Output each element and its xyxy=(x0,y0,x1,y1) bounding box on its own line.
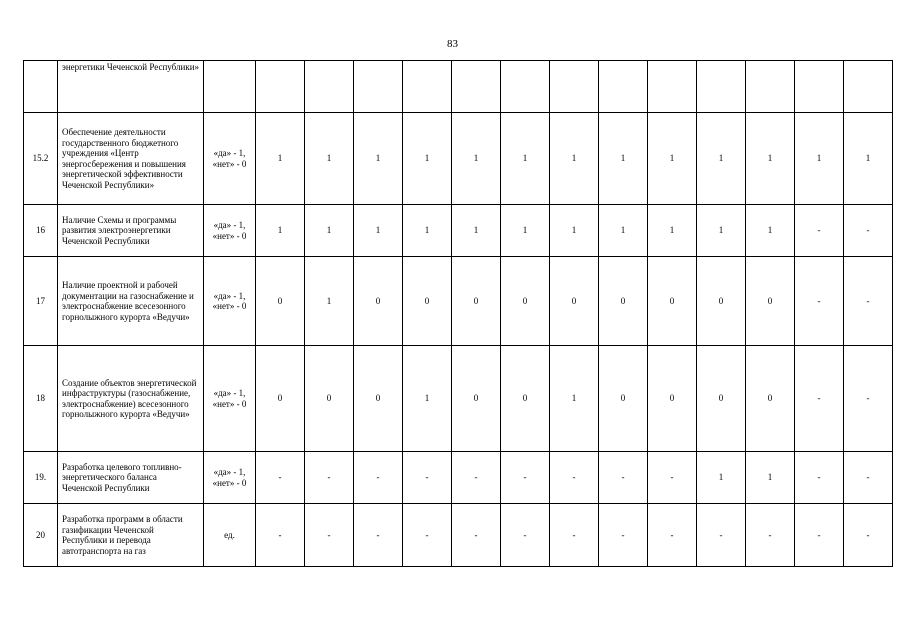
value-cell: 1 xyxy=(648,113,697,205)
value-cell: 1 xyxy=(501,113,550,205)
value-cell: 1 xyxy=(403,346,452,452)
value-cell: 0 xyxy=(501,346,550,452)
value-cell xyxy=(354,61,403,113)
value-cell xyxy=(452,61,501,113)
value-cell xyxy=(844,61,893,113)
value-cell: 1 xyxy=(746,113,795,205)
value-cell xyxy=(403,61,452,113)
table-row xyxy=(24,257,893,346)
value-cell: - xyxy=(844,346,893,452)
value-cell: 1 xyxy=(746,205,795,257)
value-cell: - xyxy=(305,452,354,504)
indicator-name: Создание объектов энергетической инфраструктуры (газоснабжение, электроснабжение) всесезонного горнолыжного курорта «Ведучи» xyxy=(58,346,204,452)
unit-cell xyxy=(204,61,256,113)
table-row xyxy=(24,504,893,567)
value-cell: 1 xyxy=(599,113,648,205)
value-cell: 0 xyxy=(305,346,354,452)
value-cell: 1 xyxy=(795,113,844,205)
indicator-name: Разработка целевого топливно-энергетического баланса Чеченской Республики xyxy=(58,452,204,504)
value-cell xyxy=(795,61,844,113)
value-cell: 0 xyxy=(550,257,599,346)
value-cell: 0 xyxy=(256,257,305,346)
value-cell: - xyxy=(697,504,746,567)
value-cell xyxy=(648,61,697,113)
unit-cell: «да» - 1, «нет» - 0 xyxy=(204,113,256,205)
value-cell: 0 xyxy=(648,346,697,452)
value-cell: - xyxy=(501,504,550,567)
value-cell xyxy=(599,61,648,113)
value-cell: 1 xyxy=(452,113,501,205)
value-cell xyxy=(256,61,305,113)
row-number: 16 xyxy=(24,205,58,257)
indicator-name: Обеспечение деятельности государственного бюджетного учреждения «Центр энергосбережения и повышения энергетической эффективности Чеченской Республики» xyxy=(58,113,204,205)
value-cell: - xyxy=(550,452,599,504)
value-cell: 1 xyxy=(550,205,599,257)
value-cell: 0 xyxy=(403,257,452,346)
row-number: 19. xyxy=(24,452,58,504)
value-cell: - xyxy=(501,452,550,504)
value-cell: 0 xyxy=(599,346,648,452)
row-number: 20 xyxy=(24,504,58,567)
value-cell xyxy=(501,61,550,113)
row-number: 18 xyxy=(24,346,58,452)
value-cell: 1 xyxy=(354,205,403,257)
value-cell: - xyxy=(354,452,403,504)
value-cell: - xyxy=(844,205,893,257)
table-row xyxy=(24,205,893,257)
value-cell xyxy=(746,61,795,113)
value-cell: 1 xyxy=(648,205,697,257)
value-cell: 0 xyxy=(746,346,795,452)
row-number: 15.2 xyxy=(24,113,58,205)
value-cell: - xyxy=(795,504,844,567)
value-cell: - xyxy=(452,504,501,567)
value-cell: 1 xyxy=(501,205,550,257)
row-number xyxy=(24,61,58,113)
value-cell: 1 xyxy=(550,346,599,452)
value-cell: 1 xyxy=(403,205,452,257)
value-cell xyxy=(305,61,354,113)
value-cell xyxy=(550,61,599,113)
value-cell: - xyxy=(746,504,795,567)
value-cell: 1 xyxy=(746,452,795,504)
value-cell: 1 xyxy=(599,205,648,257)
value-cell: - xyxy=(648,452,697,504)
value-cell: 1 xyxy=(697,205,746,257)
value-cell: - xyxy=(305,504,354,567)
value-cell: 0 xyxy=(354,346,403,452)
unit-cell: «да» - 1, «нет» - 0 xyxy=(204,346,256,452)
value-cell: 0 xyxy=(501,257,550,346)
value-cell: 1 xyxy=(305,257,354,346)
table-row xyxy=(24,452,893,504)
value-cell: 0 xyxy=(452,346,501,452)
value-cell: 1 xyxy=(697,452,746,504)
value-cell: - xyxy=(452,452,501,504)
value-cell: - xyxy=(648,504,697,567)
row-number: 17 xyxy=(24,257,58,346)
value-cell: - xyxy=(599,504,648,567)
value-cell xyxy=(697,61,746,113)
value-cell: - xyxy=(844,257,893,346)
value-cell: - xyxy=(844,452,893,504)
value-cell: 1 xyxy=(844,113,893,205)
value-cell: 1 xyxy=(256,205,305,257)
value-cell: 0 xyxy=(746,257,795,346)
value-cell: 0 xyxy=(697,257,746,346)
value-cell: 1 xyxy=(305,113,354,205)
value-cell: - xyxy=(256,504,305,567)
value-cell: 1 xyxy=(403,113,452,205)
value-cell: 1 xyxy=(354,113,403,205)
value-cell: - xyxy=(354,504,403,567)
value-cell: - xyxy=(599,452,648,504)
unit-cell: «да» - 1, «нет» - 0 xyxy=(204,257,256,346)
value-cell: 1 xyxy=(697,113,746,205)
unit-cell: ед. xyxy=(204,504,256,567)
value-cell: - xyxy=(550,504,599,567)
table-row xyxy=(24,61,893,113)
value-cell: 0 xyxy=(256,346,305,452)
unit-cell: «да» - 1, «нет» - 0 xyxy=(204,205,256,257)
table-row xyxy=(24,346,893,452)
indicator-name: энергетики Чеченской Республики» xyxy=(58,61,204,113)
value-cell: 1 xyxy=(452,205,501,257)
indicator-name: Разработка программ в области газификации Чеченской Республики и перевода автотранспорта на газ xyxy=(58,504,204,567)
value-cell: - xyxy=(795,257,844,346)
table-row xyxy=(24,113,893,205)
value-cell: - xyxy=(795,346,844,452)
value-cell: 0 xyxy=(354,257,403,346)
unit-cell: «да» - 1, «нет» - 0 xyxy=(204,452,256,504)
indicator-name: Наличие проектной и рабочей документации на газоснабжение и электроснабжение всесезонного горнолыжного курорта «Ведучи» xyxy=(58,257,204,346)
value-cell: - xyxy=(844,504,893,567)
page-number: 83 xyxy=(447,38,458,50)
value-cell: 0 xyxy=(599,257,648,346)
value-cell: - xyxy=(795,452,844,504)
value-cell: - xyxy=(403,452,452,504)
value-cell: - xyxy=(403,504,452,567)
value-cell: 0 xyxy=(697,346,746,452)
value-cell: - xyxy=(795,205,844,257)
value-cell: - xyxy=(256,452,305,504)
indicator-name: Наличие Схемы и программы развития электроэнергетики Чеченской Республики xyxy=(58,205,204,257)
indicators-table xyxy=(23,60,893,567)
value-cell: 1 xyxy=(256,113,305,205)
value-cell: 1 xyxy=(550,113,599,205)
value-cell: 0 xyxy=(648,257,697,346)
value-cell: 0 xyxy=(452,257,501,346)
value-cell: 1 xyxy=(305,205,354,257)
